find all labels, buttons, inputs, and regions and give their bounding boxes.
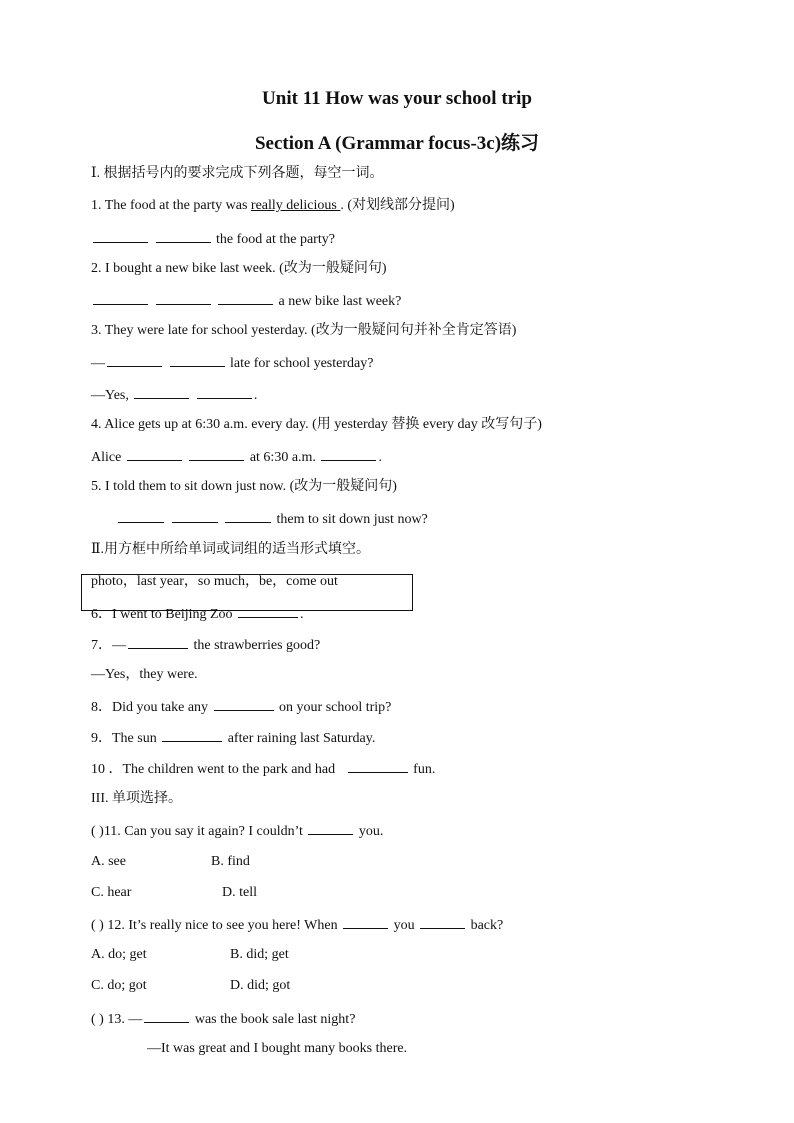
q12-stem-tail: back?	[470, 918, 504, 933]
q9-tail: after raining last Saturday.	[227, 731, 376, 746]
answer-blank[interactable]	[308, 821, 353, 835]
question-2-answer	[91, 291, 401, 311]
q3-dash: —	[91, 356, 105, 371]
question-9	[91, 728, 375, 748]
answer-blank[interactable]	[214, 697, 274, 711]
question-7	[91, 635, 320, 655]
part2-heading: Ⅱ.用方框中所给单词或词组的适当形式填空。	[91, 542, 371, 557]
q11-stem-tail: you.	[358, 824, 384, 839]
q4-answer-mid: at 6:30 a.m.	[249, 450, 316, 465]
q3-answer-tail: late for school yesterday?	[230, 356, 374, 371]
answer-blank[interactable]	[118, 509, 164, 523]
q10-tail: fun.	[413, 762, 436, 777]
option-b[interactable]: B. find	[211, 854, 250, 869]
question-3: 3. They were late for school yesterday. (改为一般疑问句并补全肯定答语)	[91, 323, 517, 338]
answer-blank[interactable]	[189, 447, 244, 461]
question-13-answer: —It was great and I bought many books there.	[147, 1041, 408, 1056]
answer-blank[interactable]	[343, 915, 388, 929]
answer-blank[interactable]	[134, 385, 189, 399]
q13-stem-tail: was the book sale last night?	[194, 1012, 356, 1027]
question-11	[91, 821, 383, 841]
q1-text-post: . (对划线部分提问)	[340, 198, 455, 213]
q5-answer-tail: them to sit down just now?	[276, 512, 428, 527]
q1-text-pre: 1. The food at the party was	[91, 198, 251, 213]
question-4-answer: Alice at 6:30 a.m. .	[91, 447, 382, 467]
q12-stem-mid: you	[393, 918, 415, 933]
option-c[interactable]: C. do; got	[91, 978, 147, 993]
q13-stem: ( ) 13. —	[91, 1012, 143, 1027]
question-7-answer: —Yes，they were.	[91, 667, 198, 682]
answer-blank[interactable]	[172, 509, 218, 523]
question-3-answer-a	[91, 353, 373, 373]
q10-prefix: 10 ．The children went to the park and had	[91, 762, 336, 777]
part1-heading: Ⅰ. 根据括号内的要求完成下列各题，每空一词。	[91, 166, 384, 181]
answer-blank[interactable]	[144, 1009, 189, 1023]
q2-answer-tail: a new bike last week?	[278, 294, 402, 309]
answer-blank[interactable]	[156, 229, 211, 243]
q8-prefix: 8．Did you take any	[91, 700, 209, 715]
option-b[interactable]: B. did; get	[230, 947, 289, 962]
answer-blank[interactable]	[420, 915, 465, 929]
question-11-options-cd	[91, 884, 257, 902]
question-12-options-cd	[91, 977, 290, 995]
answer-blank[interactable]	[156, 291, 211, 305]
part3-heading: III. 单项选择。	[91, 791, 182, 806]
question-5: 5. I told them to sit down just now. (改为一般疑问句)	[91, 479, 397, 494]
answer-blank[interactable]	[218, 291, 273, 305]
q3-yes: —Yes,	[91, 388, 133, 403]
q7-tail: the strawberries good?	[193, 638, 321, 653]
question-10	[91, 759, 435, 779]
question-11-options-ab	[91, 853, 250, 871]
question-1-answer	[91, 229, 335, 249]
answer-blank[interactable]	[93, 291, 148, 305]
answer-blank[interactable]	[197, 385, 252, 399]
question-1	[91, 197, 455, 215]
q4-answer-prefix: Alice	[91, 450, 122, 465]
answer-blank[interactable]	[162, 728, 222, 742]
question-3-answer-b: —Yes, .	[91, 385, 257, 405]
q1-underlined-text: really delicious	[250, 198, 341, 213]
answer-blank[interactable]	[170, 353, 225, 367]
answer-blank[interactable]	[225, 509, 271, 523]
option-c[interactable]: C. hear	[91, 885, 132, 900]
q9-prefix: 9．The sun	[91, 731, 157, 746]
question-12-options-ab	[91, 946, 289, 964]
question-5-answer	[116, 509, 428, 529]
question-8	[91, 697, 391, 717]
word-box-text: photo，last year，so much，be，come out	[91, 574, 338, 589]
answer-blank[interactable]	[107, 353, 162, 367]
q8-tail: on your school trip?	[279, 700, 392, 715]
question-4: 4. Alice gets up at 6:30 a.m. every day. (用 yesterday 替换 every day 改写句子)	[91, 417, 542, 432]
q7-prefix: 7．—	[91, 638, 126, 653]
q11-stem: ( )11. Can you say it again? I couldn’t	[91, 824, 303, 839]
option-a[interactable]: A. do; get	[91, 947, 147, 962]
worksheet-title: Unit 11 How was your school trip	[262, 88, 532, 109]
answer-blank[interactable]	[127, 447, 182, 461]
question-13	[91, 1009, 355, 1029]
q12-stem: ( ) 12. It’s really nice to see you here! When	[91, 918, 338, 933]
answer-blank[interactable]	[348, 759, 408, 773]
option-a[interactable]: A. see	[91, 854, 126, 869]
answer-blank[interactable]	[238, 604, 298, 618]
answer-blank[interactable]	[321, 447, 376, 461]
q6-text: 6．I went to Beijing Zoo	[91, 607, 233, 622]
option-d[interactable]: D. tell	[222, 885, 257, 900]
question-6: 6．I went to Beijing Zoo .	[91, 604, 304, 624]
question-12	[91, 915, 503, 935]
q1-answer-tail: the food at the party?	[216, 232, 335, 247]
answer-blank[interactable]	[128, 635, 188, 649]
worksheet-subtitle: Section A (Grammar focus-3c)练习	[254, 133, 540, 154]
answer-blank[interactable]	[93, 229, 148, 243]
option-d[interactable]: D. did; got	[230, 978, 291, 993]
question-2: 2. I bought a new bike last week. (改为一般疑问句)	[91, 261, 387, 276]
